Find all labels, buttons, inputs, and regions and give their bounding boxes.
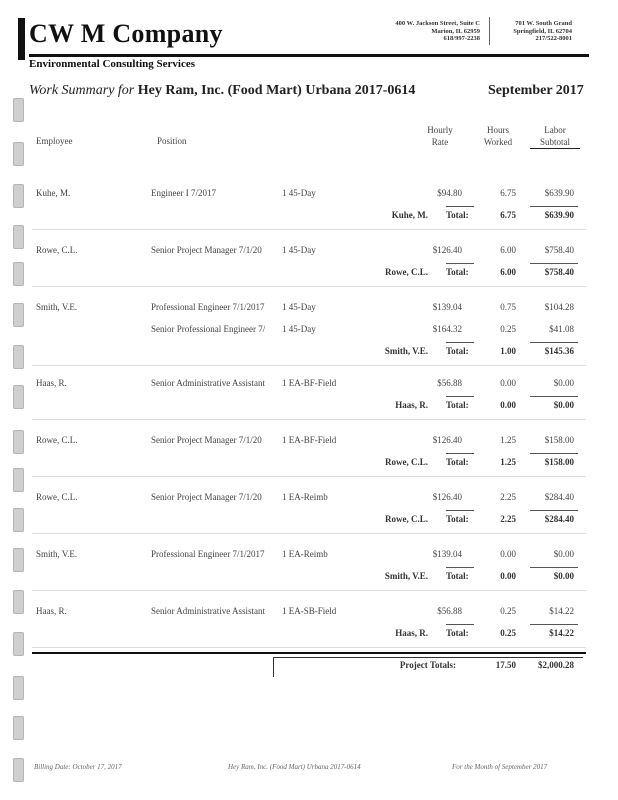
address-line: Marion, IL 62959 — [431, 27, 480, 35]
labor-header-underline — [530, 148, 580, 149]
group-total-hours: 6.00 — [500, 267, 516, 277]
task-code: 1 EA-Reimb — [282, 492, 328, 502]
position-title: Senior Project Manager 7/1/20 — [151, 492, 262, 502]
hourly-rate: $56.88 — [437, 606, 462, 616]
labor-subtotal: $758.40 — [544, 245, 574, 255]
labor-subtotal: $41.08 — [549, 324, 574, 334]
hours-worked: 0.75 — [500, 302, 516, 312]
task-code: 1 45-Day — [282, 302, 316, 312]
row-separator — [32, 647, 586, 648]
hours-worked: 2.25 — [500, 492, 516, 502]
employee-name: Rowe, C.L. — [36, 245, 78, 255]
employee-name: Haas, R. — [36, 606, 67, 616]
group-total-name: Rowe, C.L. — [385, 267, 428, 277]
office-address-marion — [330, 20, 480, 43]
employee-name: Rowe, C.L. — [36, 492, 78, 502]
project-name: Hey Ram, Inc. (Food Mart) Urbana 2017-0614 — [137, 83, 416, 98]
labor-subtotal: $14.22 — [549, 606, 574, 616]
col-label: Labor — [544, 125, 566, 135]
footer-month: For the Month of September 2017 — [452, 763, 548, 771]
billing-period: September 2017 — [488, 83, 584, 98]
work-summary-label: Work Summary for — [29, 83, 135, 98]
row-separator — [32, 590, 586, 591]
position-title: Senior Administrative Assistant — [151, 606, 265, 616]
labor-subtotal: $639.90 — [544, 188, 574, 198]
group-total-subtotal: $284.40 — [544, 514, 574, 524]
group-total-label: Total: — [446, 210, 469, 220]
project-total-hours: 17.50 — [495, 660, 516, 670]
group-total-subtotal: $0.00 — [553, 571, 574, 581]
group-total-name: Smith, V.E. — [384, 571, 428, 581]
total-underline — [446, 624, 474, 625]
position-title: Engineer I 7/2017 — [151, 188, 216, 198]
total-underline — [446, 263, 474, 264]
total-underline — [446, 510, 474, 511]
subtotal-underline — [530, 510, 578, 511]
header-rule — [29, 54, 589, 57]
hourly-rate: $94.80 — [437, 188, 462, 198]
punch-hole — [13, 632, 24, 656]
group-total-subtotal: $758.40 — [544, 267, 574, 277]
hours-worked: 1.25 — [500, 435, 516, 445]
position-title: Senior Project Manager 7/1/20 — [151, 245, 262, 255]
punch-hole — [13, 225, 24, 249]
total-underline — [446, 453, 474, 454]
subtotal-underline — [530, 453, 578, 454]
address-line: Springfield, IL 62704 — [513, 27, 572, 35]
col-label: Worked — [483, 137, 513, 147]
position-title: Senior Project Manager 7/1/20 — [151, 435, 262, 445]
group-total-name: Haas, R. — [395, 628, 428, 638]
task-code: 1 EA-Reimb — [282, 549, 328, 559]
punch-hole — [13, 142, 24, 166]
col-employee: Employee — [36, 136, 73, 146]
company-name: CW M Company — [29, 19, 223, 48]
labor-subtotal: $104.28 — [544, 302, 574, 312]
hourly-rate: $126.40 — [432, 492, 462, 502]
punch-hole — [13, 345, 24, 369]
group-total-hours: 0.25 — [500, 628, 516, 638]
hours-worked: 0.00 — [500, 549, 516, 559]
group-total-name: Haas, R. — [395, 400, 428, 410]
total-underline — [446, 206, 474, 207]
total-underline — [446, 342, 474, 343]
hours-worked: 6.75 — [500, 188, 516, 198]
hours-worked: 6.00 — [500, 245, 516, 255]
punch-hole — [13, 262, 24, 286]
punch-hole — [13, 548, 24, 572]
punch-hole — [13, 303, 24, 327]
col-label: Hours — [487, 125, 509, 135]
header-accent-bar — [18, 18, 25, 60]
position-title: Senior Professional Engineer 7/ — [151, 324, 266, 334]
punch-hole — [13, 184, 24, 208]
col-hours-worked — [470, 124, 526, 148]
office-address-springfield — [490, 20, 572, 43]
employee-name: Smith, V.E. — [36, 549, 78, 559]
hourly-rate: $56.88 — [437, 378, 462, 388]
employee-name: Smith, V.E. — [36, 302, 78, 312]
subtotal-underline — [530, 206, 578, 207]
punch-hole — [13, 676, 24, 700]
punch-hole — [13, 716, 24, 740]
group-total-subtotal: $639.90 — [544, 210, 574, 220]
totals-rule — [32, 652, 586, 654]
hourly-rate: $139.04 — [432, 549, 462, 559]
employee-name: Rowe, C.L. — [36, 435, 78, 445]
labor-subtotal: $158.00 — [544, 435, 574, 445]
punch-hole — [13, 758, 24, 782]
punch-hole — [13, 468, 24, 492]
group-total-hours: 0.00 — [500, 571, 516, 581]
row-separator — [32, 533, 586, 534]
group-total-hours: 6.75 — [500, 210, 516, 220]
group-total-name: Kuhe, M. — [391, 210, 428, 220]
address-line: 400 W. Jackson Street, Suite C — [395, 20, 480, 27]
address-line: 701 W. South Grand — [515, 20, 572, 27]
punch-hole — [13, 98, 24, 122]
hourly-rate: $126.40 — [432, 245, 462, 255]
group-total-subtotal: $145.36 — [544, 346, 574, 356]
total-underline — [446, 567, 474, 568]
labor-subtotal: $284.40 — [544, 492, 574, 502]
company-subtitle: Environmental Consulting Services — [29, 58, 196, 70]
group-total-label: Total: — [446, 628, 469, 638]
group-total-name: Smith, V.E. — [384, 346, 428, 356]
group-total-hours: 1.25 — [500, 457, 516, 467]
task-code: 1 45-Day — [282, 324, 316, 334]
hourly-rate: $139.04 — [432, 302, 462, 312]
punch-hole — [13, 385, 24, 409]
task-code: 1 EA-BF-Field — [282, 435, 337, 445]
subtotal-underline — [530, 342, 578, 343]
hourly-rate: $164.32 — [432, 324, 462, 334]
hours-worked: 0.00 — [500, 378, 516, 388]
row-separator — [32, 365, 586, 366]
group-total-subtotal: $0.00 — [553, 400, 574, 410]
punch-hole — [13, 590, 24, 614]
total-underline — [446, 396, 474, 397]
col-label: Hourly — [427, 125, 453, 135]
position-title: Senior Administrative Assistant — [151, 378, 265, 388]
footer-project: Hey Ram, Inc. (Food Mart) Urbana 2017-0614 — [228, 763, 361, 771]
group-total-label: Total: — [446, 571, 469, 581]
group-total-hours: 0.00 — [500, 400, 516, 410]
totals-box-top — [273, 657, 583, 658]
group-total-label: Total: — [446, 267, 469, 277]
hours-worked: 0.25 — [500, 606, 516, 616]
row-separator — [32, 286, 586, 287]
task-code: 1 45-Day — [282, 188, 316, 198]
subtotal-underline — [530, 263, 578, 264]
group-total-name: Rowe, C.L. — [385, 457, 428, 467]
row-separator — [32, 476, 586, 477]
row-separator — [32, 229, 586, 230]
project-totals-label: Project Totals: — [399, 660, 456, 670]
labor-subtotal: $0.00 — [553, 378, 574, 388]
col-label: Rate — [431, 137, 449, 147]
group-total-label: Total: — [446, 400, 469, 410]
punch-hole — [13, 508, 24, 532]
totals-box-left — [273, 657, 274, 677]
row-separator — [32, 419, 586, 420]
subtotal-underline — [530, 567, 578, 568]
col-hourly-rate — [410, 124, 470, 148]
group-total-subtotal: $14.22 — [549, 628, 574, 638]
employee-name: Kuhe, M. — [36, 188, 71, 198]
group-total-label: Total: — [446, 346, 469, 356]
group-total-subtotal: $158.00 — [544, 457, 574, 467]
group-total-name: Rowe, C.L. — [385, 514, 428, 524]
col-label: Subtotal — [539, 137, 570, 147]
task-code: 1 EA-SB-Field — [282, 606, 337, 616]
col-labor-subtotal — [527, 124, 583, 148]
position-title: Professional Engineer 7/1/2017 — [151, 549, 265, 559]
employee-name: Haas, R. — [36, 378, 67, 388]
footer-billing-date: Billing Date: October 17, 2017 — [34, 763, 122, 771]
group-total-hours: 2.25 — [500, 514, 516, 524]
punch-hole — [13, 430, 24, 454]
group-total-hours: 1.00 — [500, 346, 516, 356]
task-code: 1 45-Day — [282, 245, 316, 255]
position-title: Professional Engineer 7/1/2017 — [151, 302, 265, 312]
col-position: Position — [157, 136, 187, 146]
subtotal-underline — [530, 624, 578, 625]
group-total-label: Total: — [446, 457, 469, 467]
project-total-subtotal: $2,000.28 — [538, 660, 574, 670]
group-total-label: Total: — [446, 514, 469, 524]
work-summary-title — [29, 83, 415, 99]
hourly-rate: $126.40 — [432, 435, 462, 445]
address-line: 618/997-2238 — [443, 35, 480, 42]
labor-subtotal: $0.00 — [553, 549, 574, 559]
address-line: 217/522-8001 — [535, 35, 572, 42]
hours-worked: 0.25 — [500, 324, 516, 334]
task-code: 1 EA-BF-Field — [282, 378, 337, 388]
subtotal-underline — [530, 396, 578, 397]
